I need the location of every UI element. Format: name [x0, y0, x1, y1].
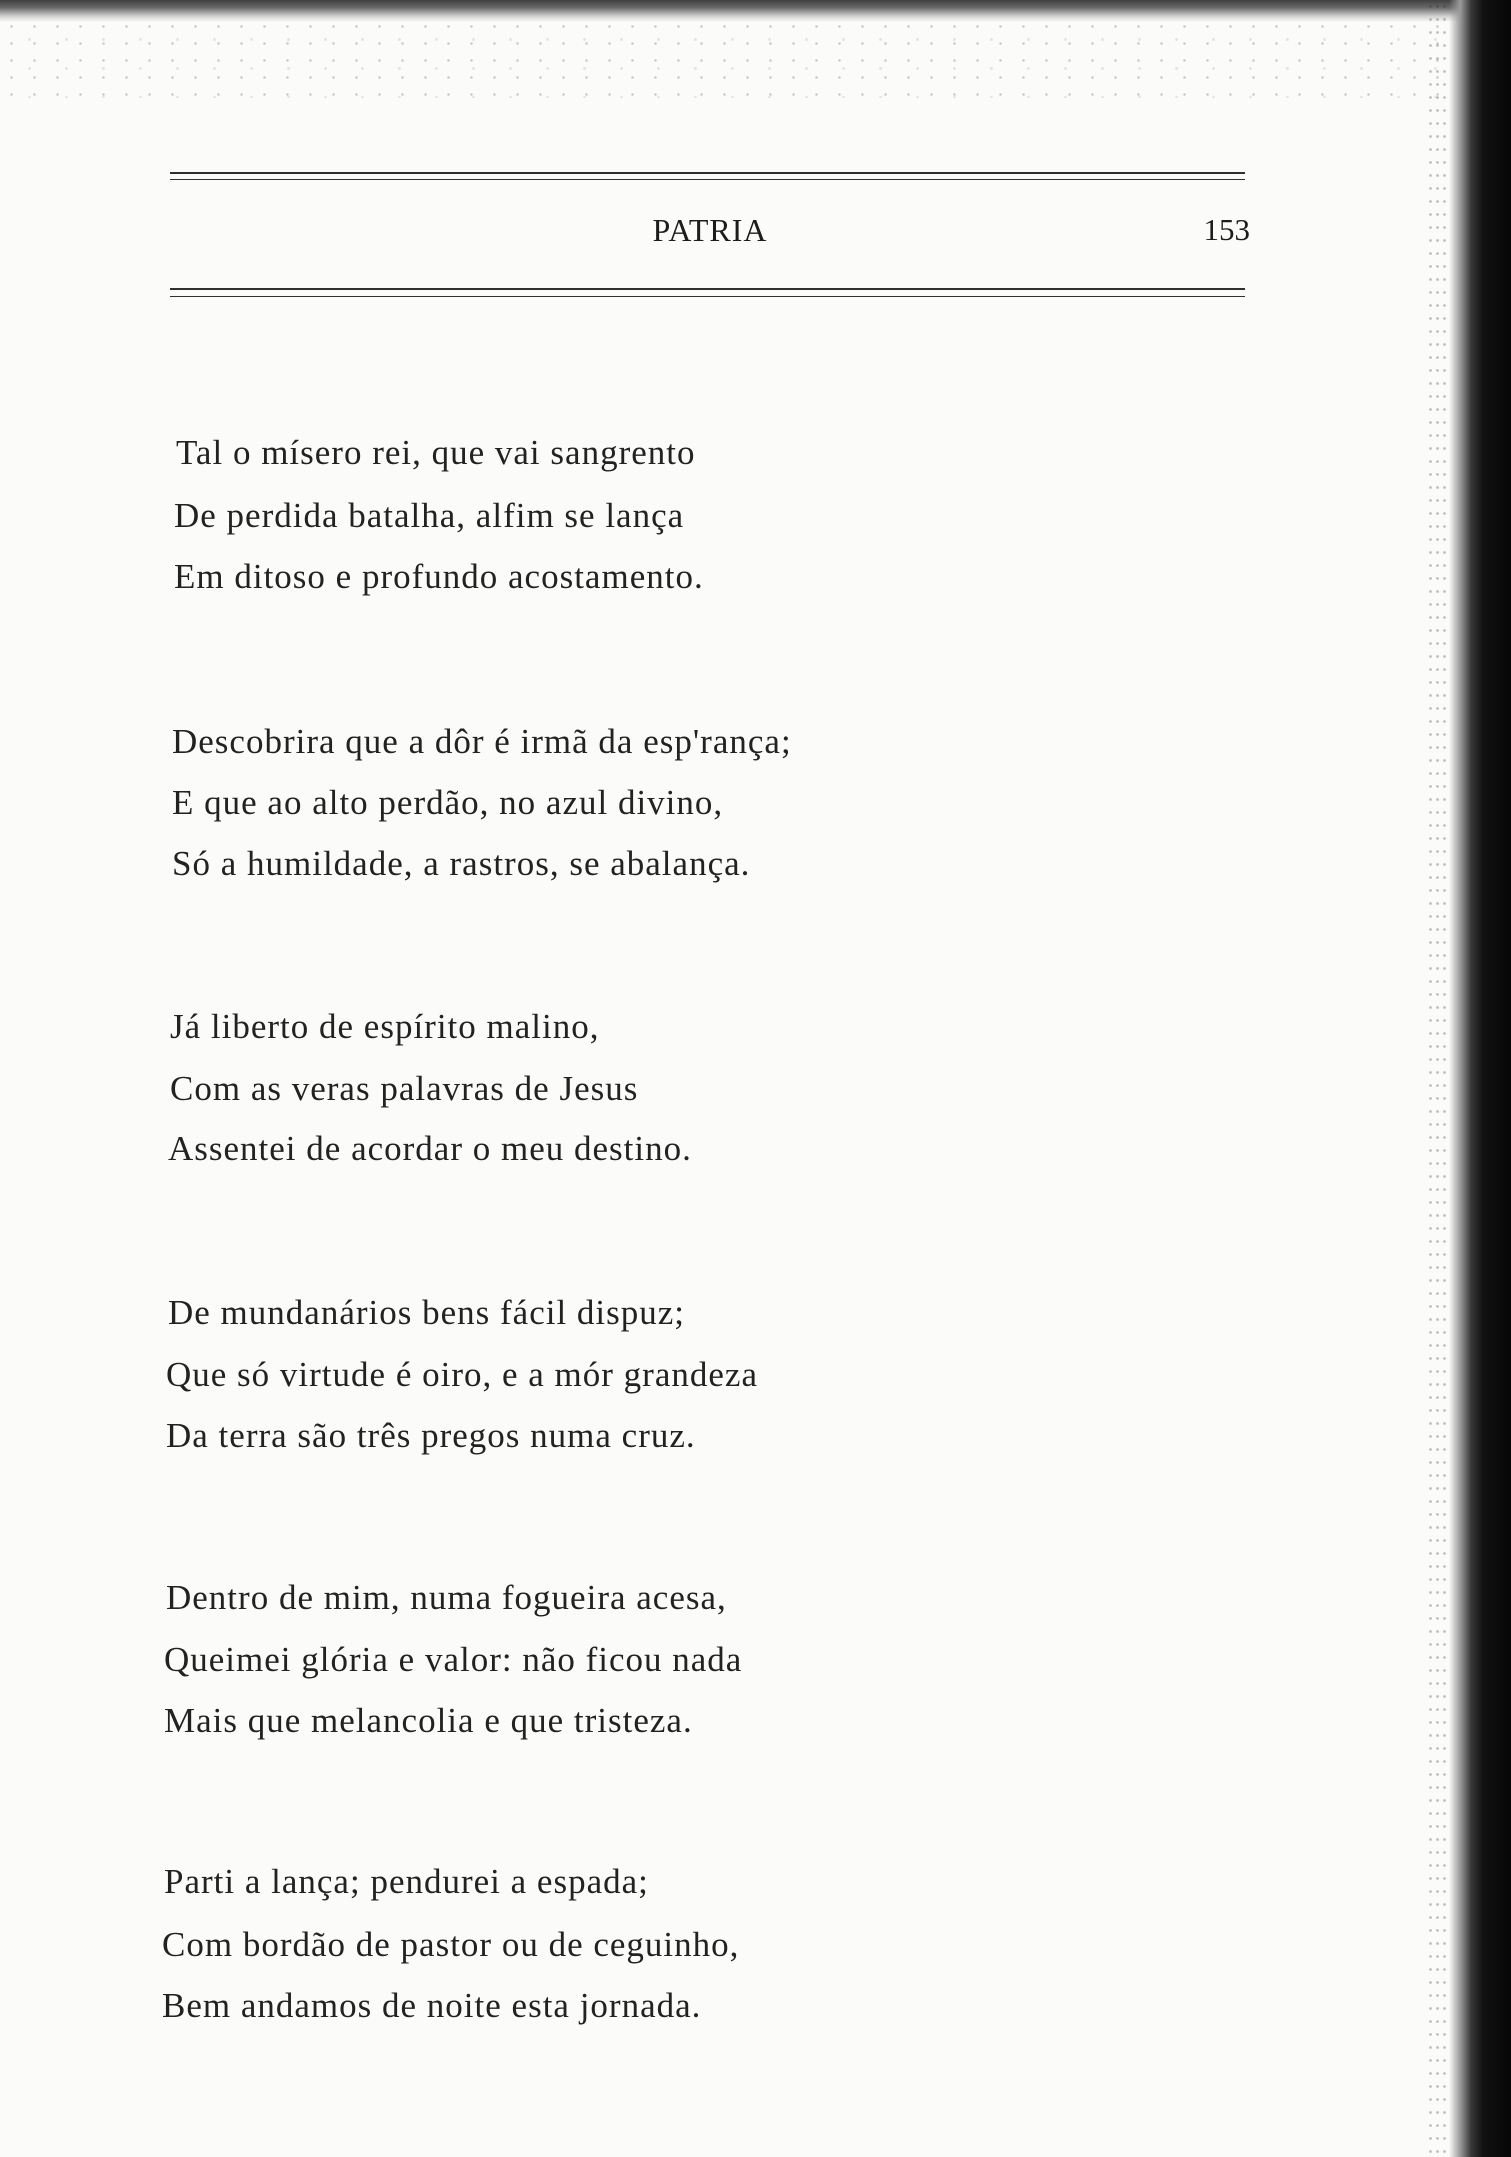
- page-number: 153: [1203, 212, 1250, 247]
- verse-line: Já liberto de espírito malino,: [170, 1007, 600, 1046]
- verse-line: Assentei de acordar o meu destino.: [168, 1129, 692, 1168]
- verse-line: Com bordão de pastor ou de ceguinho,: [162, 1925, 740, 1964]
- running-header-title: PATRIA: [652, 212, 768, 248]
- verse-line: Com as veras palavras de Jesus: [170, 1069, 639, 1108]
- verse-line: Mais que melancolia e que tristeza.: [164, 1701, 693, 1740]
- verse-line: Em ditoso e profundo acostamento.: [174, 557, 704, 596]
- verse-line: Que só virtude é oiro, e a mór grandeza: [166, 1355, 758, 1394]
- verse-line: Da terra são três pregos numa cruz.: [166, 1416, 696, 1455]
- verse-line: De perdida batalha, alfim se lança: [174, 496, 685, 535]
- verse-line: Queimei glória e valor: não ficou nada: [164, 1640, 743, 1679]
- verse-line: Parti a lança; pendurei a espada;: [164, 1862, 649, 1901]
- verse-line: Descobrira que a dôr é irmã da esp'rança;: [172, 722, 792, 761]
- verse-line: E que ao alto perdão, no azul divino,: [172, 783, 724, 822]
- verse-line: Tal o mísero rei, que vai sangrento: [176, 433, 696, 472]
- verse-line: Bem andamos de noite esta jornada.: [162, 1986, 702, 2025]
- verse-line: Só a humildade, a rastros, se abalança.: [172, 844, 751, 883]
- verse-line: Dentro de mim, numa fogueira acesa,: [166, 1578, 727, 1617]
- verse-line: De mundanários bens fácil dispuz;: [168, 1293, 686, 1332]
